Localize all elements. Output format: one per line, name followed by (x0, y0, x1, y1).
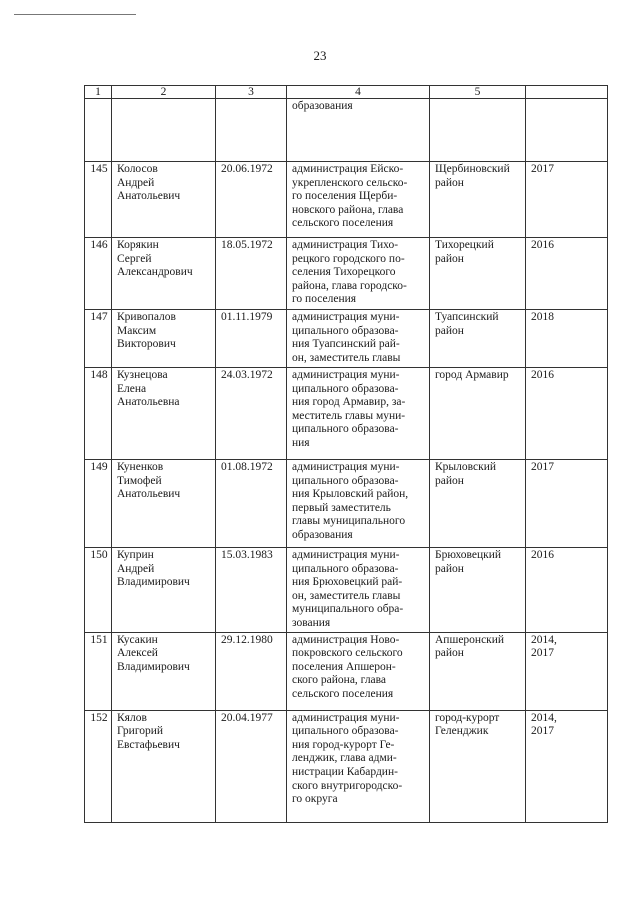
cell-year: 2016 (526, 368, 608, 460)
cell-organization: администрация муни- ципального образова- ния город-курорт Ге- ленджик, глава адми- нистрации Кабардин- ского внутригородско- го округа (287, 710, 430, 822)
cell-organization: администрация муни- ципального образова- ния Туапсинский рай- он, заместитель главы (287, 310, 430, 368)
cell-year: 2014, 2017 (526, 710, 608, 822)
column-header-row (85, 86, 608, 99)
cell-district: Крыловский район (430, 460, 526, 548)
column-header (526, 86, 608, 99)
cell-number: 145 (85, 162, 112, 238)
column-header: 2 (112, 86, 216, 99)
cell-birth-date: 01.11.1979 (216, 310, 287, 368)
cell-birth-date: 01.08.1972 (216, 460, 287, 548)
page-number: 23 (313, 48, 327, 63)
cell-number: 149 (85, 460, 112, 548)
cell-year (526, 99, 608, 162)
cell-year: 2016 (526, 238, 608, 310)
table-row (85, 460, 608, 548)
column-header: 5 (430, 86, 526, 99)
cell-name: Кусакин Алексей Владимирович (112, 632, 216, 710)
table-row (85, 238, 608, 310)
cell-district: Апшеронский район (430, 632, 526, 710)
cell-district: Тихорецкий район (430, 238, 526, 310)
table-row (85, 548, 608, 633)
cell-number: 148 (85, 368, 112, 460)
cell-birth-date: 15.03.1983 (216, 548, 287, 633)
cell-district (430, 99, 526, 162)
cell-year: 2014, 2017 (526, 632, 608, 710)
column-header: 4 (287, 86, 430, 99)
cell-number: 150 (85, 548, 112, 633)
cell-birth-date: 20.06.1972 (216, 162, 287, 238)
cell-district: город-курорт Геленджик (430, 710, 526, 822)
cell-name: Корякин Сергей Александрович (112, 238, 216, 310)
cell-district: Брюховецкий район (430, 548, 526, 633)
cell-year: 2016 (526, 548, 608, 633)
cell-district: Щербиновский район (430, 162, 526, 238)
cell-year: 2018 (526, 310, 608, 368)
cell-number: 147 (85, 310, 112, 368)
continuation-row (85, 99, 608, 162)
cell-name: Куприн Андрей Владимирович (112, 548, 216, 633)
cell-organization: администрация муни- ципального образова- ния Брюховецкий рай- он, заместитель главы муниципального обра- зования (287, 548, 430, 633)
cell-birth-date: 24.03.1972 (216, 368, 287, 460)
cell-name: Куненков Тимофей Анатольевич (112, 460, 216, 548)
cell-name (112, 99, 216, 162)
table-row (85, 162, 608, 238)
cell-organization: администрация муни- ципального образова- ния город Армавир, за- меститель главы муни- ципального образова- ния (287, 368, 430, 460)
cell-birth-date: 20.04.1977 (216, 710, 287, 822)
column-header: 1 (85, 86, 112, 99)
top-rule (14, 14, 136, 15)
cell-organization: администрация Ейско- укрепленского сельско- го поселения Щерби- новского района, глава сельского поселения (287, 162, 430, 238)
cell-name: Колосов Андрей Анатольевич (112, 162, 216, 238)
cell-number (85, 99, 112, 162)
table-row (85, 310, 608, 368)
cell-year: 2017 (526, 162, 608, 238)
cell-year: 2017 (526, 460, 608, 548)
registry-table (84, 85, 608, 823)
cell-birth-date (216, 99, 287, 162)
cell-birth-date: 29.12.1980 (216, 632, 287, 710)
cell-name: Кривопалов Максим Викторович (112, 310, 216, 368)
cell-number: 151 (85, 632, 112, 710)
cell-name: Кялов Григорий Евстафьевич (112, 710, 216, 822)
cell-district: город Армавир (430, 368, 526, 460)
table-row (85, 710, 608, 822)
cell-number: 146 (85, 238, 112, 310)
cell-number: 152 (85, 710, 112, 822)
cell-name: Кузнецова Елена Анатольевна (112, 368, 216, 460)
table-row (85, 368, 608, 460)
cell-organization: администрация Ново- покровского сельского поселения Апшерон- ского района, глава сельского поселения (287, 632, 430, 710)
column-header: 3 (216, 86, 287, 99)
cell-district: Туапсинский район (430, 310, 526, 368)
cell-birth-date: 18.05.1972 (216, 238, 287, 310)
cell-organization: администрация Тихо- рецкого городского по- селения Тихорецкого района, глава городско- го поселения (287, 238, 430, 310)
table-row (85, 632, 608, 710)
cell-organization: администрация муни- ципального образова- ния Крыловский район, первый заместитель главы муниципального образования (287, 460, 430, 548)
cell-organization: образования (287, 99, 430, 162)
